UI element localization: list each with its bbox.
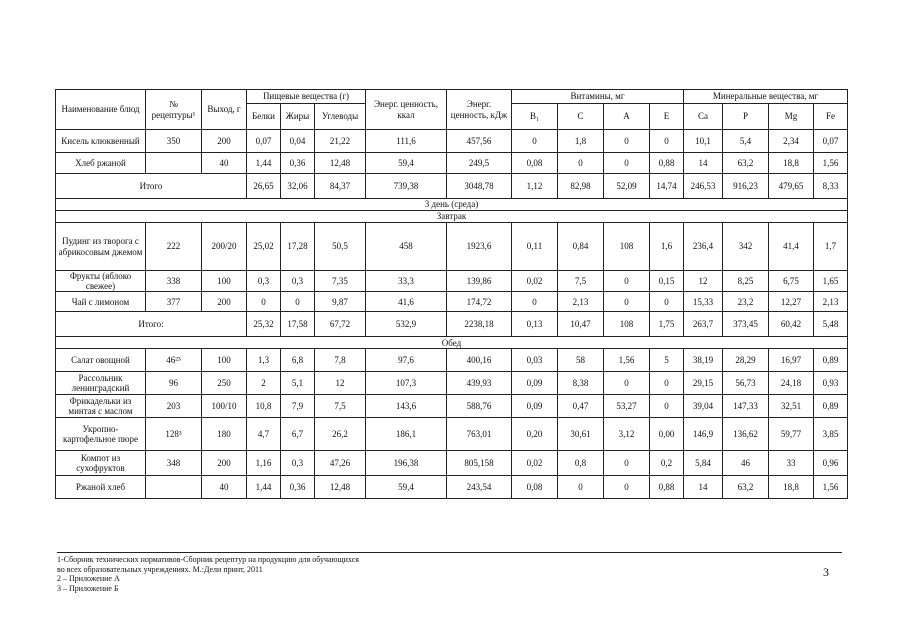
- table-cell: 6,7: [281, 418, 315, 451]
- total-cell: 67,72: [315, 312, 366, 337]
- table-cell: 16,97: [769, 349, 814, 372]
- table-cell: 26,2: [315, 418, 366, 451]
- dish-name: Рассольник ленинградский: [56, 372, 146, 395]
- day-section: [56, 199, 848, 211]
- header-name: Наименование блюд: [56, 90, 146, 130]
- footnote-3: 3 – Приложение Б: [57, 583, 119, 593]
- table-row: [56, 153, 848, 174]
- table-cell: 18,8: [769, 476, 814, 499]
- table-cell: 5,1: [281, 372, 315, 395]
- total-cell: 32,06: [281, 174, 315, 199]
- dish-name: Укропно-картофельное пюре: [56, 418, 146, 451]
- dish-name: Салат овощной: [56, 349, 146, 372]
- table-cell: 9,87: [315, 292, 366, 312]
- table-cell: 0,84: [558, 223, 604, 271]
- total-cell: 739,38: [366, 174, 447, 199]
- table-cell: 400,16: [447, 349, 512, 372]
- table-cell: 111,6: [366, 130, 447, 153]
- table-cell: 0,09: [512, 372, 558, 395]
- header-e: E: [650, 104, 684, 130]
- lunch-section-title: Обед: [56, 337, 848, 349]
- table-cell: 40: [202, 476, 247, 499]
- table-cell: 0,96: [814, 451, 848, 476]
- table-cell: 59,4: [366, 153, 447, 174]
- table-cell: 0,20: [512, 418, 558, 451]
- table-cell: 200: [202, 292, 247, 312]
- header-protein: Белки: [247, 104, 281, 130]
- table-cell: 143,6: [366, 395, 447, 418]
- table-cell: 6,8: [281, 349, 315, 372]
- table-cell: 342: [723, 223, 769, 271]
- header-recipe: № рецептуры¹: [146, 90, 202, 130]
- footnote-1-cont: во всех образовательных учреждениях. М.:Дели принт, 2011: [57, 564, 263, 574]
- table-cell: 0,88: [650, 476, 684, 499]
- table-cell: 100: [202, 271, 247, 292]
- table-cell: 338: [146, 271, 202, 292]
- total-row: [56, 312, 848, 337]
- total-cell: 82,98: [558, 174, 604, 199]
- table-cell: 1,56: [814, 476, 848, 499]
- dish-name: Чай с лимоном: [56, 292, 146, 312]
- table-cell: 4,7: [247, 418, 281, 451]
- table-cell: 14: [684, 153, 723, 174]
- table-cell: 377: [146, 292, 202, 312]
- table-cell: 2: [247, 372, 281, 395]
- table-cell: 1,8: [558, 130, 604, 153]
- dish-name: Ржаной хлеб: [56, 476, 146, 499]
- table-row: [56, 418, 848, 451]
- table-cell: 1923,6: [447, 223, 512, 271]
- table-cell: 7,5: [558, 271, 604, 292]
- table-cell: 0,15: [650, 271, 684, 292]
- table-cell: 146,9: [684, 418, 723, 451]
- table-cell: 5,4: [723, 130, 769, 153]
- table-cell: 0,04: [281, 130, 315, 153]
- table-cell: 46: [723, 451, 769, 476]
- table-cell: 41,6: [366, 292, 447, 312]
- table-row: [56, 395, 848, 418]
- table-cell: 1,3: [247, 349, 281, 372]
- table-cell: 29,15: [684, 372, 723, 395]
- table-cell: 38,19: [684, 349, 723, 372]
- table-cell: 200: [202, 130, 247, 153]
- table-row: [56, 372, 848, 395]
- table-cell: 63,2: [723, 476, 769, 499]
- header-nutrients: Пищевые вещества (г): [247, 90, 366, 104]
- table-cell: 236,4: [684, 223, 723, 271]
- table-cell: 12,48: [315, 476, 366, 499]
- total-cell: 2238,18: [447, 312, 512, 337]
- table-cell: 32,51: [769, 395, 814, 418]
- table-cell: 0: [281, 292, 315, 312]
- table-cell: 0,08: [512, 153, 558, 174]
- table-cell: 0: [604, 153, 650, 174]
- table-cell: 139,86: [447, 271, 512, 292]
- total-cell: 60,42: [769, 312, 814, 337]
- table-cell: 8,25: [723, 271, 769, 292]
- header-fat: Жиры: [281, 104, 315, 130]
- header-ca: Ca: [684, 104, 723, 130]
- header-a: A: [604, 104, 650, 130]
- total-cell: 3048,78: [447, 174, 512, 199]
- header-carbs: Углеводы: [315, 104, 366, 130]
- table-cell: 763,01: [447, 418, 512, 451]
- table-cell: 0: [558, 476, 604, 499]
- table-cell: 136,62: [723, 418, 769, 451]
- table-cell: 12: [315, 372, 366, 395]
- table-cell: 1,44: [247, 476, 281, 499]
- table-cell: 0,11: [512, 223, 558, 271]
- table-cell: 7,5: [315, 395, 366, 418]
- total-cell: 25,32: [247, 312, 281, 337]
- table-cell: 56,73: [723, 372, 769, 395]
- table-cell: 0,3: [247, 271, 281, 292]
- table-cell: 0,00: [650, 418, 684, 451]
- header-energy-kcal: Энерг. ценность, ккал: [366, 90, 447, 130]
- total-cell: 479,65: [769, 174, 814, 199]
- table-cell: 1,56: [814, 153, 848, 174]
- dish-name: Фрукты (яблоко свежее): [56, 271, 146, 292]
- total-cell: 916,23: [723, 174, 769, 199]
- lunch-section: [56, 337, 848, 349]
- day-section-title: 3 день (среда): [56, 199, 848, 211]
- table-cell: 10,1: [684, 130, 723, 153]
- table-cell: 243,54: [447, 476, 512, 499]
- table-cell: 100: [202, 349, 247, 372]
- table-cell: 14: [684, 476, 723, 499]
- table-cell: 0: [650, 395, 684, 418]
- table-cell: 350: [146, 130, 202, 153]
- table-cell: 7,35: [315, 271, 366, 292]
- table-cell: 12,27: [769, 292, 814, 312]
- table-cell: 250: [202, 372, 247, 395]
- table-cell: 180: [202, 418, 247, 451]
- total-cell: 263,7: [684, 312, 723, 337]
- table-row: [56, 451, 848, 476]
- table-cell: [146, 476, 202, 499]
- header-yield: Выход, г: [202, 90, 247, 130]
- total-cell: 26,65: [247, 174, 281, 199]
- table-cell: 0: [650, 372, 684, 395]
- table-cell: 47,26: [315, 451, 366, 476]
- table-cell: 5,84: [684, 451, 723, 476]
- total-cell: 10,47: [558, 312, 604, 337]
- table-cell: 28,29: [723, 349, 769, 372]
- footnote-1: 1-Сборник технических нормативов-Сборник рецептур на продукцию для обучающихся: [57, 555, 359, 564]
- total-cell: 14,74: [650, 174, 684, 199]
- dish-name: Хлеб ржаной: [56, 153, 146, 174]
- table-cell: 24,18: [769, 372, 814, 395]
- dish-name: Компот из сухофруктов: [56, 451, 146, 476]
- table-cell: 0: [604, 372, 650, 395]
- table-cell: 0,36: [281, 476, 315, 499]
- table-cell: 8,38: [558, 372, 604, 395]
- table-cell: 3,85: [814, 418, 848, 451]
- footnote-rule: [57, 552, 842, 553]
- table-cell: 0: [650, 130, 684, 153]
- total-cell: 8,33: [814, 174, 848, 199]
- table-cell: 96: [146, 372, 202, 395]
- table-cell: 2,34: [769, 130, 814, 153]
- table-cell: 0,09: [512, 395, 558, 418]
- table-cell: 1,7: [814, 223, 848, 271]
- table-cell: 108: [604, 223, 650, 271]
- table-row: [56, 271, 848, 292]
- nutrition-table: [55, 89, 848, 499]
- table-cell: 0,89: [814, 395, 848, 418]
- table-cell: 0,88: [650, 153, 684, 174]
- table-cell: 30,61: [558, 418, 604, 451]
- table-cell: 0: [604, 130, 650, 153]
- table-cell: 0: [247, 292, 281, 312]
- table-cell: 186,1: [366, 418, 447, 451]
- table-cell: 7,8: [315, 349, 366, 372]
- header-c: C: [558, 104, 604, 130]
- table-cell: 249,5: [447, 153, 512, 174]
- breakfast-section: [56, 211, 848, 223]
- table-cell: 439,93: [447, 372, 512, 395]
- table-cell: 0,3: [281, 451, 315, 476]
- header-b1: B₁: [512, 104, 558, 130]
- table-cell: 0,02: [512, 451, 558, 476]
- table-cell: 196,38: [366, 451, 447, 476]
- table-cell: 58: [558, 349, 604, 372]
- table-row: [56, 349, 848, 372]
- table-cell: 46²³: [146, 349, 202, 372]
- table-cell: 0,93: [814, 372, 848, 395]
- table-cell: 53,27: [604, 395, 650, 418]
- table-cell: 805,158: [447, 451, 512, 476]
- table-cell: 33: [769, 451, 814, 476]
- total-row: [56, 174, 848, 199]
- dish-name: Фрикадельки из минтая с маслом: [56, 395, 146, 418]
- header-vitamins: Витамины, мг: [512, 90, 684, 104]
- table-cell: 12: [684, 271, 723, 292]
- table-cell: 0,47: [558, 395, 604, 418]
- table-cell: 40: [202, 153, 247, 174]
- table-cell: 0: [512, 292, 558, 312]
- table-cell: 0: [650, 292, 684, 312]
- total-cell: 1,75: [650, 312, 684, 337]
- total-cell: 0,13: [512, 312, 558, 337]
- total-cell: 1,12: [512, 174, 558, 199]
- total-label: Итого:: [56, 312, 247, 337]
- table-cell: 348: [146, 451, 202, 476]
- header-p: P: [723, 104, 769, 130]
- table-row: [56, 476, 848, 499]
- table-cell: 0,07: [247, 130, 281, 153]
- header-energy-kj: Энерг. ценность, кДж: [447, 90, 512, 130]
- total-cell: 246,53: [684, 174, 723, 199]
- total-label: Итого: [56, 174, 247, 199]
- page-number: 3: [823, 565, 829, 579]
- table-cell: 17,28: [281, 223, 315, 271]
- table-row: [56, 130, 848, 153]
- table-cell: 1,44: [247, 153, 281, 174]
- table-cell: 15,33: [684, 292, 723, 312]
- table-cell: 222: [146, 223, 202, 271]
- table-cell: 41,4: [769, 223, 814, 271]
- table-cell: 50,5: [315, 223, 366, 271]
- table-cell: 0,3: [281, 271, 315, 292]
- table-cell: 457,56: [447, 130, 512, 153]
- total-cell: 52,09: [604, 174, 650, 199]
- breakfast-section-title: Завтрак: [56, 211, 848, 223]
- table-cell: 0: [604, 271, 650, 292]
- total-cell: 108: [604, 312, 650, 337]
- header-minerals: Минеральные вещества, мг: [684, 90, 848, 104]
- table-cell: 0: [604, 451, 650, 476]
- table-cell: 59,77: [769, 418, 814, 451]
- table-row: [56, 223, 848, 271]
- table-cell: 97,6: [366, 349, 447, 372]
- header-mg: Mg: [769, 104, 814, 130]
- table-cell: 174,72: [447, 292, 512, 312]
- table-cell: 0,07: [814, 130, 848, 153]
- table-cell: 5: [650, 349, 684, 372]
- table-cell: 1,16: [247, 451, 281, 476]
- table-cell: 200/20: [202, 223, 247, 271]
- table-cell: 588,76: [447, 395, 512, 418]
- total-cell: 373,45: [723, 312, 769, 337]
- table-cell: 0,36: [281, 153, 315, 174]
- table-cell: 2,13: [814, 292, 848, 312]
- dish-name: Пудинг из творога с абрикосовым джемом: [56, 223, 146, 271]
- table-cell: 0,8: [558, 451, 604, 476]
- table-cell: 147,33: [723, 395, 769, 418]
- table-cell: 63,2: [723, 153, 769, 174]
- total-cell: 532,9: [366, 312, 447, 337]
- table-cell: 25,02: [247, 223, 281, 271]
- table-cell: 33,3: [366, 271, 447, 292]
- table-cell: 0: [558, 153, 604, 174]
- total-cell: 17,58: [281, 312, 315, 337]
- header-fe: Fe: [814, 104, 848, 130]
- table-cell: 107,3: [366, 372, 447, 395]
- table-cell: 2,13: [558, 292, 604, 312]
- table-cell: 200: [202, 451, 247, 476]
- table-cell: 458: [366, 223, 447, 271]
- table-cell: 0,2: [650, 451, 684, 476]
- table-cell: 3,12: [604, 418, 650, 451]
- table-cell: 21,22: [315, 130, 366, 153]
- table-cell: 18,8: [769, 153, 814, 174]
- table-cell: 0,08: [512, 476, 558, 499]
- table-row: [56, 292, 848, 312]
- total-cell: 5,48: [814, 312, 848, 337]
- table-cell: 0,03: [512, 349, 558, 372]
- table-cell: 10,8: [247, 395, 281, 418]
- header-row-1: [56, 90, 848, 104]
- table-cell: 7,9: [281, 395, 315, 418]
- total-cell: 84,37: [315, 174, 366, 199]
- table-cell: 0,89: [814, 349, 848, 372]
- table-cell: 100/10: [202, 395, 247, 418]
- table-cell: 128³: [146, 418, 202, 451]
- table-cell: 0: [604, 476, 650, 499]
- footnote-2: 2 – Приложение А: [57, 574, 120, 584]
- table-cell: 203: [146, 395, 202, 418]
- table-cell: 23,2: [723, 292, 769, 312]
- table-cell: 12,48: [315, 153, 366, 174]
- table-cell: 1,65: [814, 271, 848, 292]
- table-cell: 1,6: [650, 223, 684, 271]
- footnotes: [57, 555, 359, 593]
- table-cell: 59,4: [366, 476, 447, 499]
- table-cell: 6,75: [769, 271, 814, 292]
- table-cell: [146, 153, 202, 174]
- dish-name: Кисель клюквенный: [56, 130, 146, 153]
- table-cell: 1,56: [604, 349, 650, 372]
- table-cell: 39,04: [684, 395, 723, 418]
- table-cell: 0: [604, 292, 650, 312]
- table-cell: 0: [512, 130, 558, 153]
- table-cell: 0,02: [512, 271, 558, 292]
